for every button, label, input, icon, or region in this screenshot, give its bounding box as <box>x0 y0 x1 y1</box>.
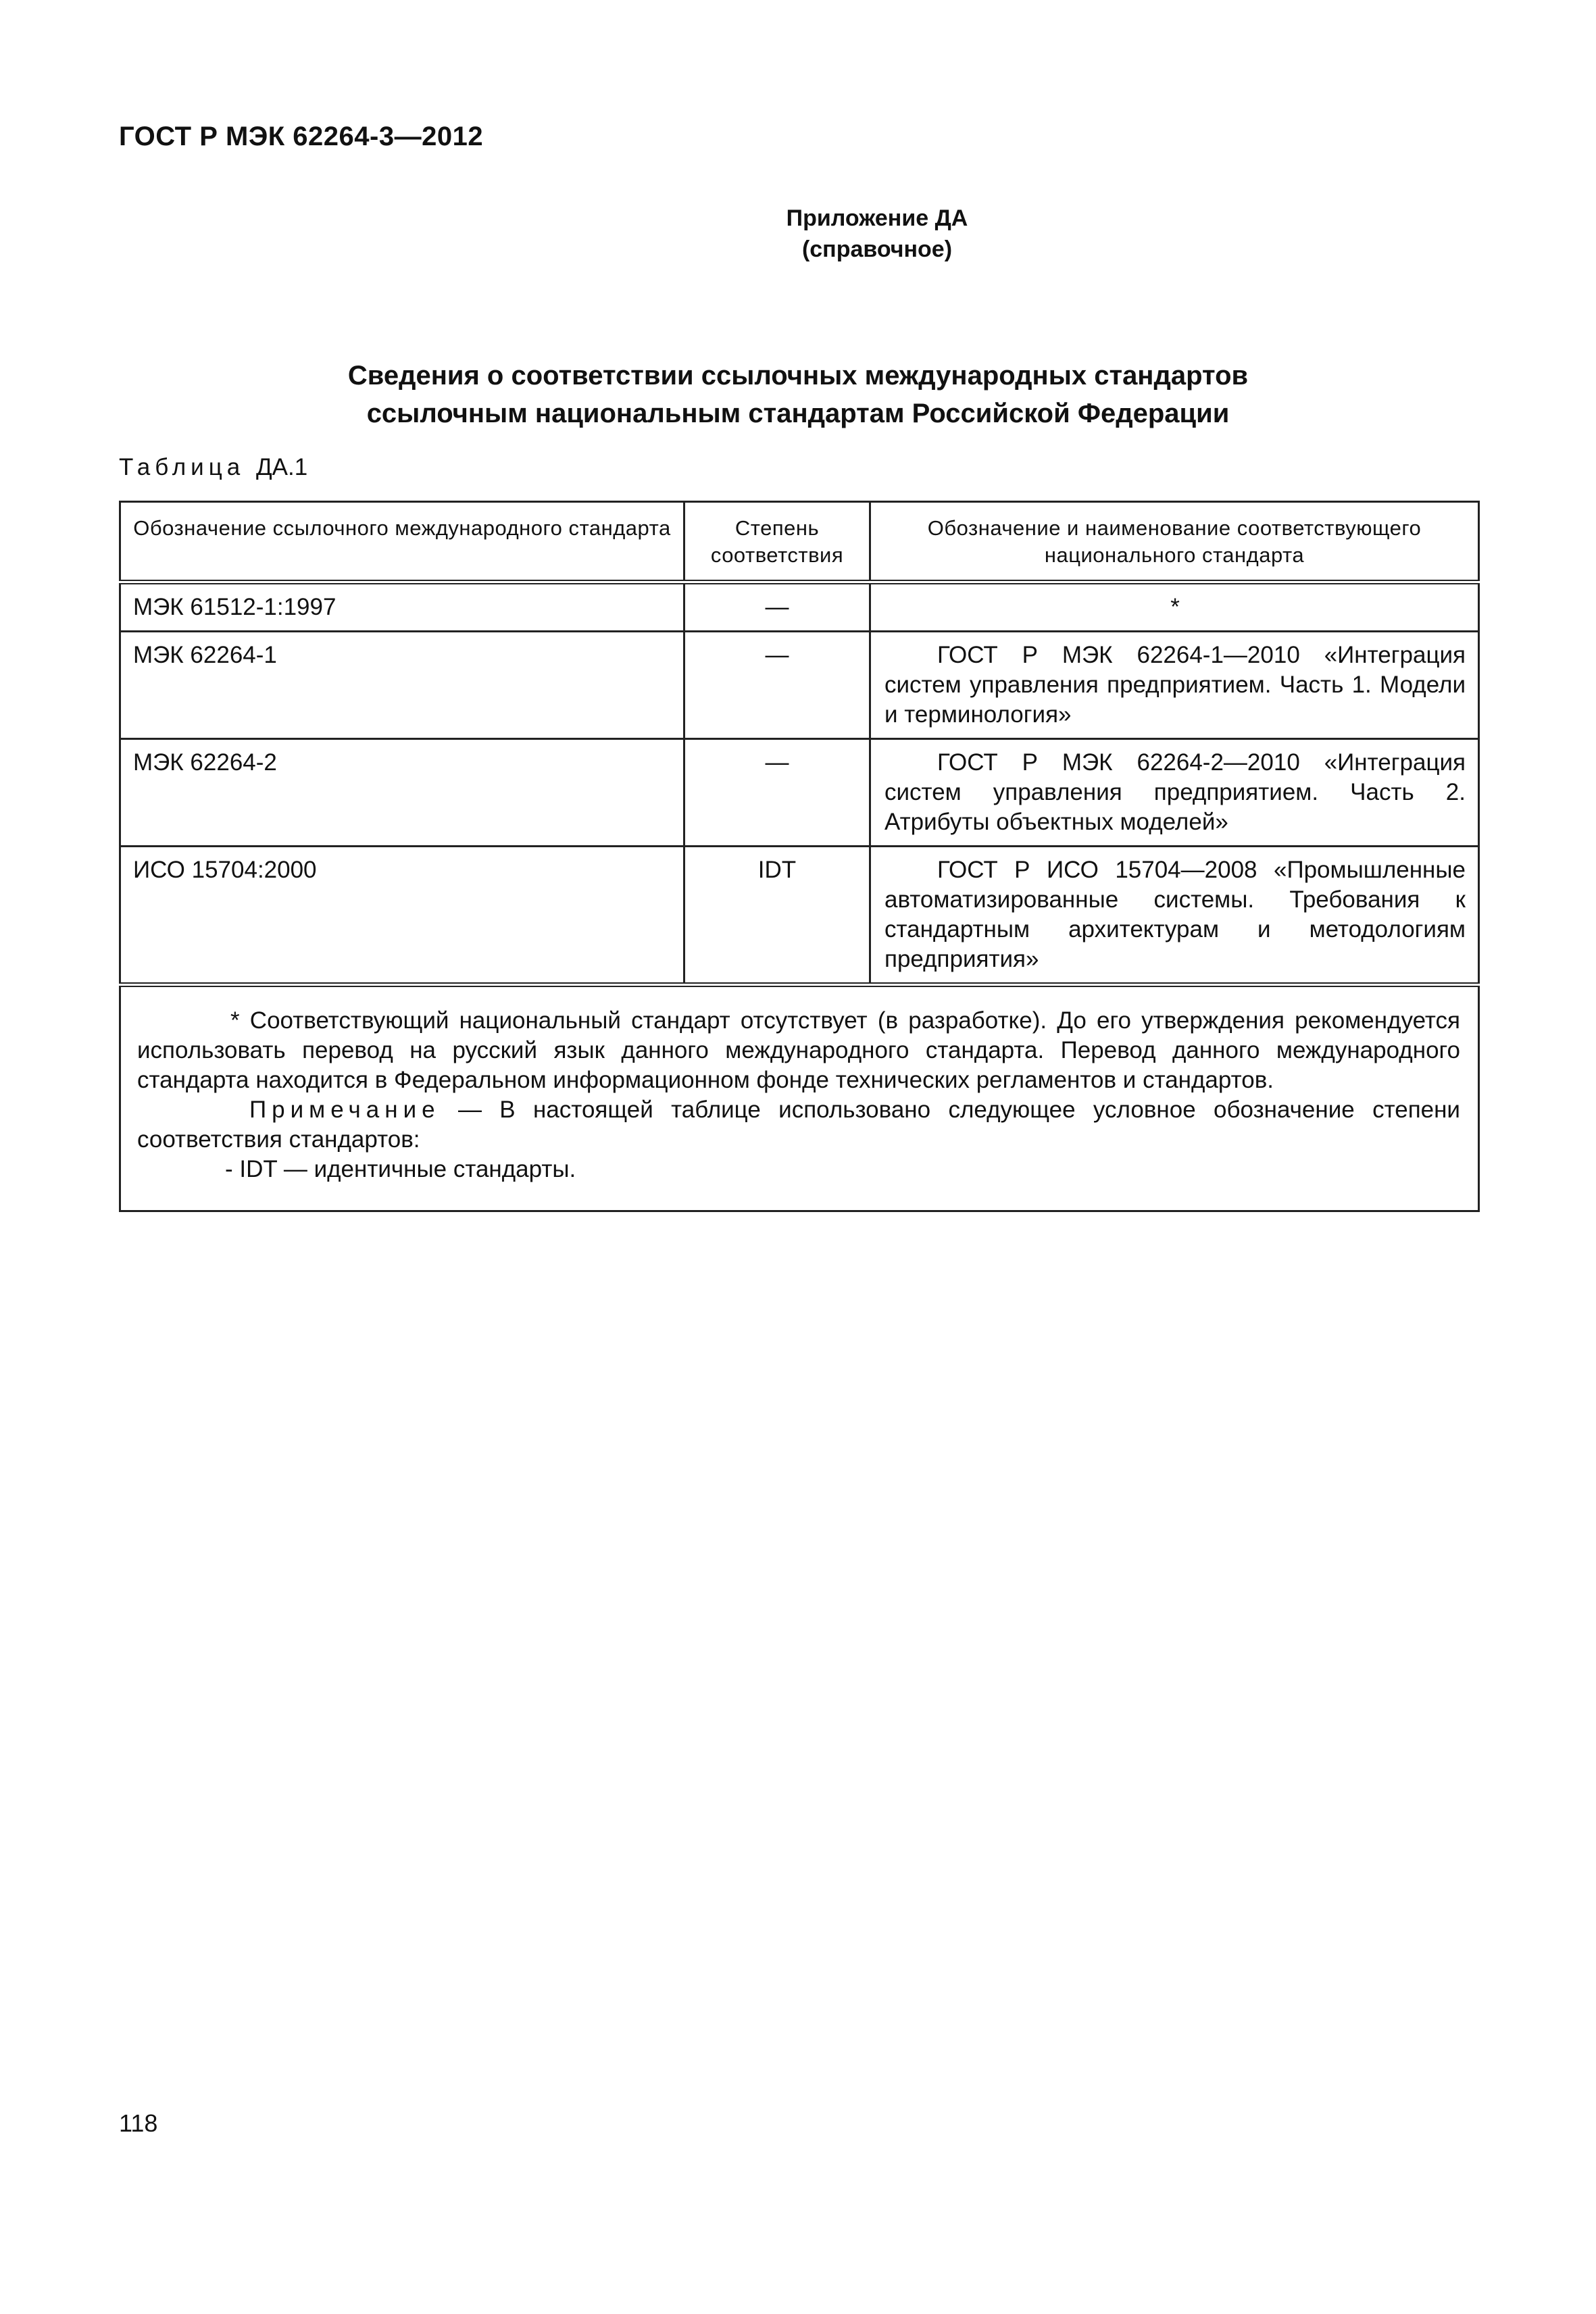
cell-international: ИСО 15704:2000 <box>120 847 684 985</box>
column-header-international: Обозначение ссылочного международного стандарта <box>120 502 684 582</box>
table-header-row <box>120 502 1479 582</box>
footnote-text: * Соответствующий национальный стандарт отсутствует (в разработке). До его утверждения рекомендуется использовать перевод на русский язык данного международного стандарта. Перевод данного международного стандарта находится в Федеральном информационном фонде технических регламентов и стандартов. <box>137 1007 1460 1093</box>
table-caption-number: ДА.1 <box>255 454 308 480</box>
cell-national: ГОСТ Р ИСО 15704—2008 «Промышленные автоматизированные системы. Требования к стандартным архитектурам и методологиям предприятия» <box>870 847 1479 985</box>
cell-degree: — <box>684 632 870 739</box>
note-item: - IDT — идентичные стандарты. <box>225 1156 576 1182</box>
appendix-title: Приложение ДА <box>786 205 968 231</box>
note-label: Примечание <box>249 1097 441 1123</box>
cell-national: * <box>870 582 1479 632</box>
cell-degree: IDT <box>684 847 870 985</box>
table-row <box>120 582 1479 632</box>
cell-national: ГОСТ Р МЭК 62264-1—2010 «Интеграция систем управления предприятием. Часть 1. Модели и терминология» <box>870 632 1479 739</box>
table-caption-label: Таблица <box>119 454 245 480</box>
document-title-line-2: ссылочным национальным стандартам Российской Федерации <box>366 399 1230 428</box>
document-title-line-1: Сведения о соответствии ссылочных международных стандартов <box>347 361 1249 391</box>
appendix-heading <box>0 203 1596 265</box>
table-row <box>120 739 1479 847</box>
correspondence-table <box>119 501 1480 1212</box>
standard-code-header: ГОСТ Р МЭК 62264-3—2012 <box>119 122 484 151</box>
column-header-degree: Степень соответствия <box>684 502 870 582</box>
appendix-subtitle: (справочное) <box>801 236 953 262</box>
cell-international: МЭК 62264-1 <box>120 632 684 739</box>
column-header-national: Обозначение и наименование соответствующего национального стандарта <box>870 502 1479 582</box>
table-footnote <box>120 985 1479 1211</box>
table-caption <box>119 454 307 481</box>
cell-international: МЭК 61512-1:1997 <box>120 582 684 632</box>
document-title <box>0 357 1596 432</box>
table-footnote-row <box>120 985 1479 1211</box>
page-number: 118 <box>119 2109 158 2137</box>
cell-degree: — <box>684 582 870 632</box>
note-text: — В настоящей таблице использовано следующее условное обозначение степени соответствия стандартов: <box>137 1097 1460 1153</box>
cell-national: ГОСТ Р МЭК 62264-2—2010 «Интеграция систем управления предприятием. Часть 2. Атрибуты объектных моделей» <box>870 739 1479 847</box>
cell-degree: — <box>684 739 870 847</box>
cell-international: МЭК 62264-2 <box>120 739 684 847</box>
table-row <box>120 632 1479 739</box>
note-paragraph <box>137 1095 1460 1155</box>
table-row <box>120 847 1479 985</box>
